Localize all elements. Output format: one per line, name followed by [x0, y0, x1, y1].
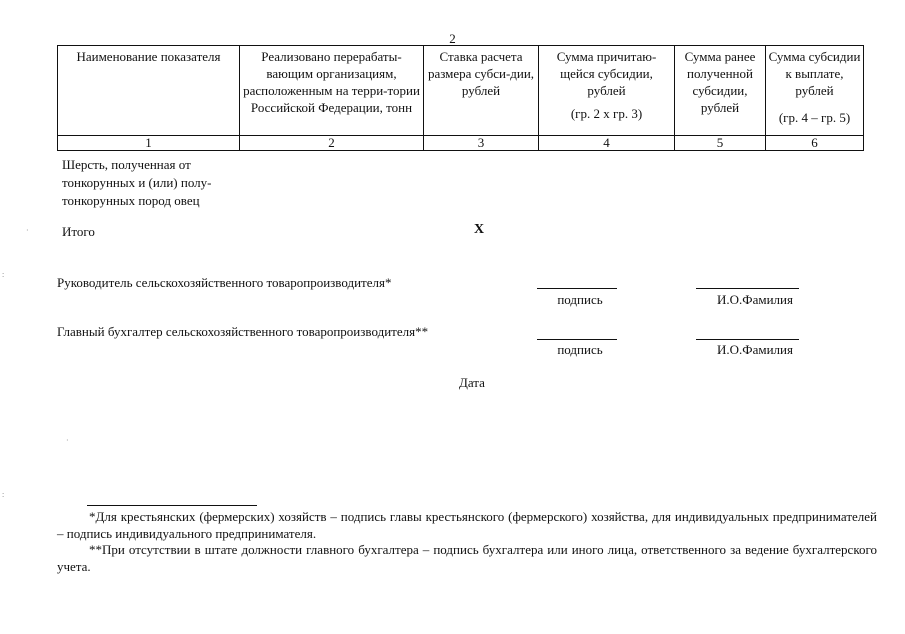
scan-speck: :: [2, 270, 5, 279]
subsidy-table: [57, 45, 864, 151]
header-cell-sold: Реализовано перерабаты-вающим организациям, расположенным на терри-тории Российской Федерации, тонн: [240, 46, 424, 136]
column-number: 4: [539, 136, 675, 151]
header-cell-received-amount: Сумма ранее полученной субсидии, рублей: [675, 46, 766, 136]
row-label-wool: Шерсть, полученная от тонкорунных и (или) полу-тонкорунных пород овец: [62, 157, 212, 208]
footnote-2: **При отсутствии в штате должности главного бухгалтера – подпись бухгалтера или иного лица, ответственного за ведение бухгалтерского учета.: [57, 542, 877, 574]
signature-role-head: Руководитель сельскохозяйственного товаропроизводителя*: [57, 275, 392, 290]
signature-role-accountant: Главный бухгалтер сельскохозяйственного товаропроизводителя**: [57, 324, 429, 339]
header-cell-rate: Ставка расчета размера субси-дии, рублей: [424, 46, 539, 136]
table-header-row: [58, 46, 864, 136]
header-cell-payable-amount: Сумма субсидии к выплате, рублей (гр. 4 – гр. 5): [766, 46, 864, 136]
footnote-1: *Для крестьянских (фермерских) хозяйств – подпись главы крестьянского (фермерского) хозяйства, для индивидуальных предпринимателей – подпись индивидуального предпринимателя.: [57, 509, 877, 541]
header-cell-due-amount: Сумма причитаю-щейся субсидии, рублей (гр. 2 х гр. 3): [539, 46, 675, 136]
scan-speck: :: [2, 490, 5, 499]
signature-caption-head: подпись: [557, 292, 603, 307]
scan-speck: ·: [66, 436, 69, 445]
scan-speck: ·: [26, 226, 29, 235]
total-cross-mark: Х: [474, 222, 485, 237]
signature-line-accountant[interactable]: [537, 339, 617, 340]
date-label: Дата: [459, 375, 485, 390]
footnote-separator: [87, 505, 257, 506]
column-number: 6: [766, 136, 864, 151]
signature-line-head[interactable]: [537, 288, 617, 289]
name-line-head[interactable]: [696, 288, 799, 289]
name-caption-head: И.О.Фамилия: [717, 292, 793, 307]
column-number: 2: [240, 136, 424, 151]
signature-caption-accountant: подпись: [557, 342, 603, 357]
page-number: 2: [449, 31, 456, 46]
header-note-col4: (гр. 2 х гр. 3): [570, 106, 643, 121]
name-line-accountant[interactable]: [696, 339, 799, 340]
column-number: 5: [675, 136, 766, 151]
header-cell-indicator: Наименование показателя: [58, 46, 240, 136]
header-note-col6: (гр. 4 – гр. 5): [778, 110, 851, 125]
column-number-row: [58, 136, 864, 151]
column-number: 3: [424, 136, 539, 151]
column-number: 1: [58, 136, 240, 151]
row-label-total: Итого: [62, 224, 95, 239]
name-caption-accountant: И.О.Фамилия: [717, 342, 793, 357]
